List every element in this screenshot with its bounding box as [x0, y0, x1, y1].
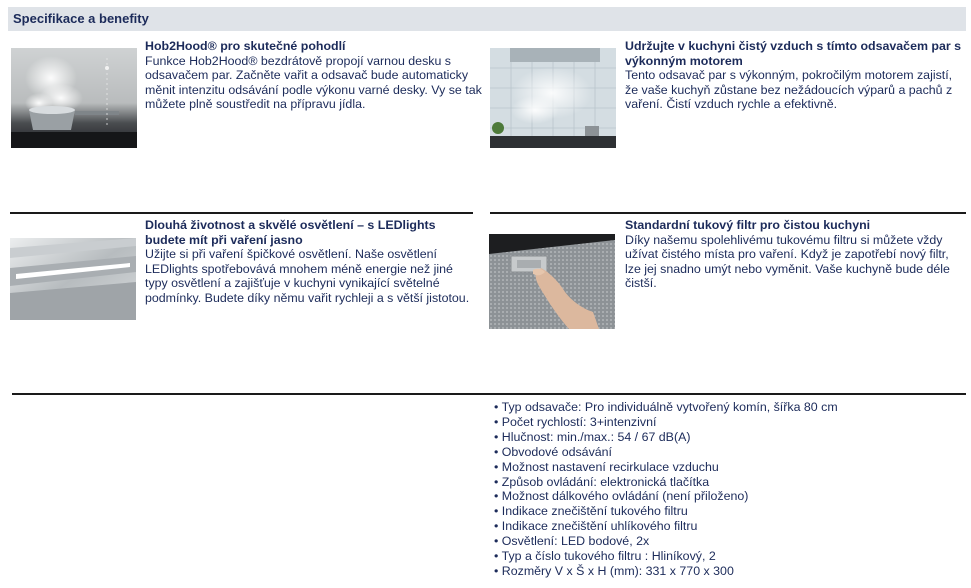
hand-removing-grease-filter-photo [489, 234, 615, 329]
hand-removing-grease-filter-photo-graphic [489, 234, 615, 329]
section-header [8, 7, 966, 31]
specs-divider [12, 393, 966, 395]
spec-item: • Obvodové odsávání [494, 445, 838, 460]
section-title: Specifikace a benefity [13, 11, 149, 26]
spec-item: • Možnost dálkového ovládání (není přiloženo) [494, 489, 838, 504]
feature-title: Dlouhá životnost a skvělé osvětlení – s LEDlights budete mít při vaření jasno [145, 218, 436, 247]
spec-item: • Indikace znečištění uhlíkového filtru [494, 519, 838, 534]
kitchen-wall-with-steam-photo-graphic [490, 48, 616, 148]
row-divider [10, 212, 473, 214]
led-light-strip-photo-graphic [10, 238, 136, 320]
feature-title: Standardní tukový filtr pro čistou kuchyni [625, 218, 871, 232]
spec-item: • Počet rychlostí: 3+intenzivní [494, 415, 838, 430]
feature-ledlights [145, 218, 473, 306]
spec-item: • Možnost nastavení recirkulace vzduchu [494, 460, 838, 475]
spec-item: • Rozměry V x Š x H (mm): 331 x 770 x 300 [494, 564, 838, 579]
spec-item: • Typ odsavače: Pro individuálně vytvořený komín, šířka 80 cm [494, 400, 838, 415]
kitchen-wall-with-steam-photo [490, 48, 616, 148]
spec-item: • Osvětlení: LED bodové, 2x [494, 534, 838, 549]
spec-item: • Indikace znečištění tukového filtru [494, 504, 838, 519]
steaming-pot-on-hob-photo-graphic [11, 48, 137, 148]
feature-hob2hood [145, 39, 483, 112]
led-light-strip-photo [10, 238, 136, 320]
feature-body: Díky našemu spolehlivému tukovému filtru si můžete vždy užívat čistého místa pro vaření. Když je zapotřebí nový filtr, lze jej snadno umýt nebo vyměnit. Vaše kuchyně bude déle čistší. [625, 232, 950, 291]
spec-item: • Hlučnost: min./max.: 54 / 67 dB(A) [494, 430, 838, 445]
steaming-pot-on-hob-photo [11, 48, 137, 148]
feature-body: Užijte si při vaření špičkové osvětlení. Naše osvětlení LEDlights spotřebovává mnohem méně energie než jiné typy osvětlení a zajišťuje v kuchyni vynikající světelné podmínky. Budete díky němu vařit rychleji a s větší jistotou. [145, 247, 470, 305]
row-divider [490, 212, 966, 214]
feature-title: Udržujte v kuchyni čistý vzduch s tímto odsavačem par s výkonným motorem [625, 39, 962, 68]
feature-body: Tento odsavač par s výkonným, pokročilým motorem zajistí, že vaše kuchyň zůstane bez nežádoucích výparů a pachů z vaření. Čistí vzduch rychle a efektivně. [625, 68, 953, 112]
feature-grease-filter [625, 218, 963, 291]
feature-powerful-motor [625, 39, 963, 112]
spec-list [494, 400, 838, 579]
spec-item: • Typ a číslo tukového filtru : Hliníkový, 2 [494, 549, 838, 564]
feature-body: Funkce Hob2Hood® bezdrátově propojí varnou desku s odsavačem par. Začněte vařit a odsavač bude automaticky měnit intenzitu odsávání podle výkonu varné desky. Vy se tak můžete plně soustředit na přípravu jídla. [145, 53, 482, 112]
spec-item: • Způsob ovládání: elektronická tlačítka [494, 475, 838, 490]
feature-title: Hob2Hood® pro skutečné pohodlí [145, 39, 346, 53]
